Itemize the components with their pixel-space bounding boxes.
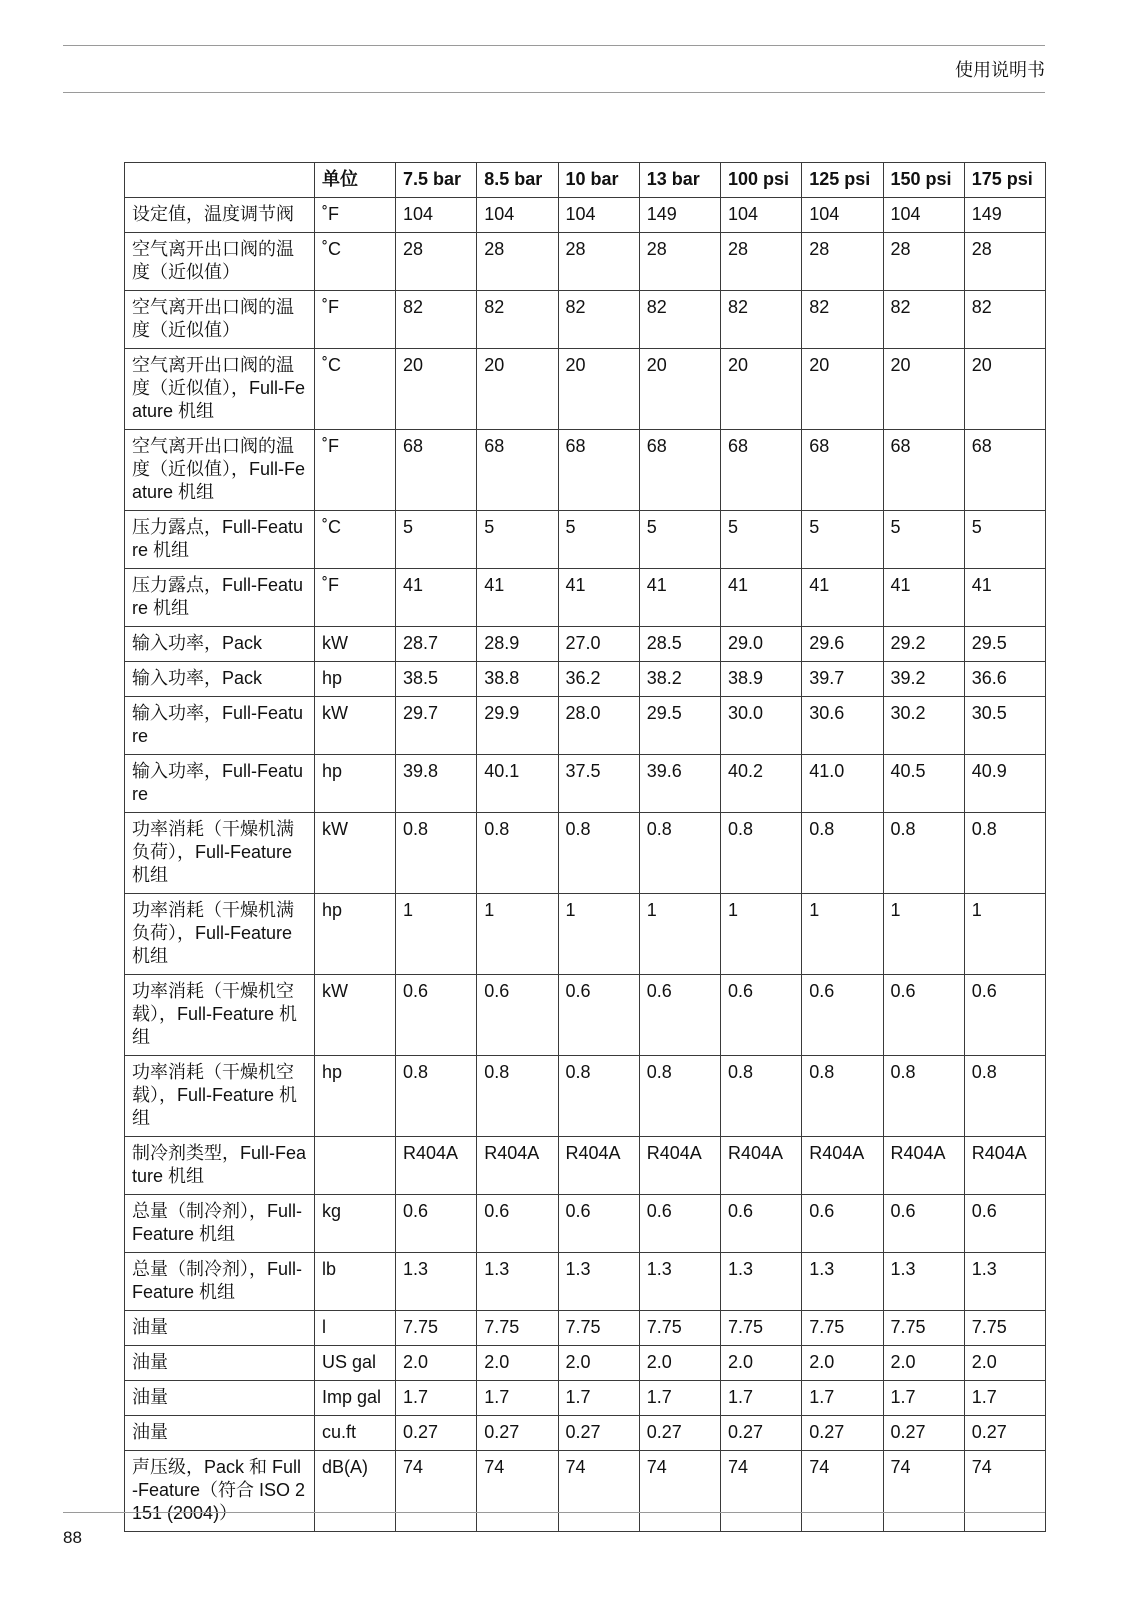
value-cell: 5: [558, 511, 639, 569]
value-cell: 29.5: [964, 627, 1045, 662]
value-cell: 27.0: [558, 627, 639, 662]
value-cell: 40.5: [883, 755, 964, 813]
running-header-title: 使用说明书: [955, 60, 1045, 80]
parameter-cell: 输入功率，Full-Feature: [125, 755, 315, 813]
value-cell: 28.9: [477, 627, 558, 662]
value-cell: 0.8: [639, 1056, 720, 1137]
value-cell: 104: [721, 198, 802, 233]
value-cell: 30.6: [802, 697, 883, 755]
value-cell: 1.3: [639, 1253, 720, 1311]
parameter-cell: 功率消耗（干燥机空载），Full-Feature 机组: [125, 1056, 315, 1137]
value-cell: 38.5: [396, 662, 477, 697]
column-header-pressure: 8.5 bar: [477, 163, 558, 198]
value-cell: 39.6: [639, 755, 720, 813]
unit-cell: ˚C: [315, 511, 396, 569]
value-cell: 28: [477, 233, 558, 291]
value-cell: 1: [802, 894, 883, 975]
value-cell: 68: [396, 430, 477, 511]
value-cell: 1.3: [558, 1253, 639, 1311]
table-row: [125, 1195, 1046, 1253]
value-cell: 74: [639, 1451, 720, 1532]
value-cell: 82: [802, 291, 883, 349]
value-cell: 1: [721, 894, 802, 975]
parameter-cell: 输入功率，Pack: [125, 662, 315, 697]
value-cell: 1.7: [558, 1381, 639, 1416]
value-cell: 0.27: [964, 1416, 1045, 1451]
parameter-cell: 总量（制冷剂），Full-Feature 机组: [125, 1253, 315, 1311]
value-cell: 20: [883, 349, 964, 430]
value-cell: 74: [883, 1451, 964, 1532]
value-cell: 1.7: [721, 1381, 802, 1416]
value-cell: 149: [964, 198, 1045, 233]
column-header-pressure: 100 psi: [721, 163, 802, 198]
value-cell: 0.8: [802, 1056, 883, 1137]
value-cell: 5: [964, 511, 1045, 569]
value-cell: 1.3: [477, 1253, 558, 1311]
value-cell: 0.27: [396, 1416, 477, 1451]
table-row: [125, 198, 1046, 233]
unit-cell: kW: [315, 975, 396, 1056]
footer-rule: [63, 1512, 1045, 1513]
value-cell: 5: [883, 511, 964, 569]
unit-cell: Imp gal: [315, 1381, 396, 1416]
value-cell: 68: [639, 430, 720, 511]
value-cell: 82: [721, 291, 802, 349]
value-cell: 104: [802, 198, 883, 233]
unit-cell: kW: [315, 813, 396, 894]
value-cell: 7.75: [558, 1311, 639, 1346]
value-cell: 41: [802, 569, 883, 627]
parameter-cell: 功率消耗（干燥机满负荷），Full-Feature 机组: [125, 813, 315, 894]
value-cell: 0.6: [883, 1195, 964, 1253]
value-cell: 68: [477, 430, 558, 511]
value-cell: 28.0: [558, 697, 639, 755]
value-cell: 29.7: [396, 697, 477, 755]
parameter-cell: 输入功率，Pack: [125, 627, 315, 662]
value-cell: 74: [964, 1451, 1045, 1532]
parameter-cell: 总量（制冷剂），Full-Feature 机组: [125, 1195, 315, 1253]
table-row: [125, 894, 1046, 975]
value-cell: 1: [477, 894, 558, 975]
value-cell: 0.6: [639, 1195, 720, 1253]
value-cell: 30.0: [721, 697, 802, 755]
table-row: [125, 1346, 1046, 1381]
value-cell: 28: [802, 233, 883, 291]
value-cell: 41: [639, 569, 720, 627]
value-cell: 0.8: [558, 1056, 639, 1137]
unit-cell: hp: [315, 755, 396, 813]
value-cell: 82: [477, 291, 558, 349]
value-cell: 29.9: [477, 697, 558, 755]
value-cell: 104: [558, 198, 639, 233]
value-cell: R404A: [721, 1137, 802, 1195]
value-cell: 41: [883, 569, 964, 627]
table-row: [125, 1137, 1046, 1195]
value-cell: 41.0: [802, 755, 883, 813]
value-cell: R404A: [964, 1137, 1045, 1195]
value-cell: 7.75: [883, 1311, 964, 1346]
value-cell: 41: [721, 569, 802, 627]
table-row: [125, 569, 1046, 627]
column-header-unit: 单位: [315, 163, 396, 198]
value-cell: 68: [883, 430, 964, 511]
value-cell: 0.6: [883, 975, 964, 1056]
value-cell: 0.27: [639, 1416, 720, 1451]
value-cell: 28: [639, 233, 720, 291]
table-row: [125, 627, 1046, 662]
value-cell: 2.0: [639, 1346, 720, 1381]
table-row: [125, 1416, 1046, 1451]
unit-cell: US gal: [315, 1346, 396, 1381]
table-row: [125, 430, 1046, 511]
value-cell: 74: [802, 1451, 883, 1532]
value-cell: 0.27: [558, 1416, 639, 1451]
value-cell: 0.6: [802, 975, 883, 1056]
value-cell: 0.6: [802, 1195, 883, 1253]
parameter-cell: 压力露点，Full-Feature 机组: [125, 569, 315, 627]
value-cell: 30.2: [883, 697, 964, 755]
unit-cell: [315, 1137, 396, 1195]
value-cell: 1.3: [396, 1253, 477, 1311]
value-cell: 1.7: [639, 1381, 720, 1416]
value-cell: 36.6: [964, 662, 1045, 697]
value-cell: 1: [883, 894, 964, 975]
value-cell: 40.2: [721, 755, 802, 813]
table-body: [125, 198, 1046, 1532]
value-cell: 0.8: [558, 813, 639, 894]
value-cell: 0.8: [639, 813, 720, 894]
unit-cell: hp: [315, 662, 396, 697]
parameter-cell: 油量: [125, 1311, 315, 1346]
value-cell: 1: [639, 894, 720, 975]
table-row: [125, 975, 1046, 1056]
unit-cell: ˚F: [315, 569, 396, 627]
value-cell: 1.7: [477, 1381, 558, 1416]
unit-cell: cu.ft: [315, 1416, 396, 1451]
value-cell: 1.3: [964, 1253, 1045, 1311]
value-cell: 104: [477, 198, 558, 233]
value-cell: 1.3: [883, 1253, 964, 1311]
value-cell: 7.75: [721, 1311, 802, 1346]
value-cell: 149: [639, 198, 720, 233]
unit-cell: ˚F: [315, 291, 396, 349]
value-cell: 1.7: [396, 1381, 477, 1416]
value-cell: 41: [477, 569, 558, 627]
unit-cell: kg: [315, 1195, 396, 1253]
value-cell: 39.7: [802, 662, 883, 697]
value-cell: 68: [802, 430, 883, 511]
parameter-cell: 制冷剂类型，Full-Feature 机组: [125, 1137, 315, 1195]
value-cell: 0.6: [558, 1195, 639, 1253]
value-cell: 28: [558, 233, 639, 291]
value-cell: 74: [477, 1451, 558, 1532]
value-cell: 0.8: [883, 1056, 964, 1137]
value-cell: 28.5: [639, 627, 720, 662]
value-cell: 0.6: [396, 975, 477, 1056]
parameter-cell: 空气离开出口阀的温度（近似值）: [125, 291, 315, 349]
value-cell: R404A: [396, 1137, 477, 1195]
value-cell: 0.6: [477, 975, 558, 1056]
value-cell: 20: [721, 349, 802, 430]
value-cell: 0.6: [964, 1195, 1045, 1253]
value-cell: 29.0: [721, 627, 802, 662]
value-cell: 7.75: [396, 1311, 477, 1346]
column-header-pressure: 10 bar: [558, 163, 639, 198]
value-cell: 2.0: [964, 1346, 1045, 1381]
column-header-pressure: 7.5 bar: [396, 163, 477, 198]
value-cell: 82: [558, 291, 639, 349]
value-cell: 20: [802, 349, 883, 430]
value-cell: R404A: [802, 1137, 883, 1195]
page-number: 88: [63, 1528, 82, 1547]
value-cell: 2.0: [558, 1346, 639, 1381]
table-header: [125, 163, 1046, 198]
table-row: [125, 1451, 1046, 1532]
value-cell: 28: [883, 233, 964, 291]
value-cell: 29.2: [883, 627, 964, 662]
value-cell: 0.27: [477, 1416, 558, 1451]
value-cell: 7.75: [639, 1311, 720, 1346]
parameter-cell: 空气离开出口阀的温度（近似值）: [125, 233, 315, 291]
value-cell: 1.7: [802, 1381, 883, 1416]
value-cell: 0.8: [721, 813, 802, 894]
value-cell: 28: [721, 233, 802, 291]
value-cell: 2.0: [802, 1346, 883, 1381]
value-cell: 0.8: [396, 813, 477, 894]
unit-cell: lb: [315, 1253, 396, 1311]
parameter-cell: 输入功率，Full-Feature: [125, 697, 315, 755]
header-row: [125, 163, 1046, 198]
table-row: [125, 662, 1046, 697]
value-cell: 0.27: [721, 1416, 802, 1451]
value-cell: 40.1: [477, 755, 558, 813]
value-cell: 2.0: [396, 1346, 477, 1381]
value-cell: 5: [721, 511, 802, 569]
table-row: [125, 1311, 1046, 1346]
value-cell: 28.7: [396, 627, 477, 662]
parameter-cell: 油量: [125, 1381, 315, 1416]
value-cell: 20: [396, 349, 477, 430]
value-cell: 0.8: [477, 813, 558, 894]
value-cell: 29.5: [639, 697, 720, 755]
unit-cell: ˚F: [315, 198, 396, 233]
value-cell: 0.8: [721, 1056, 802, 1137]
table-row: [125, 1253, 1046, 1311]
header-rule-top: [63, 45, 1045, 46]
value-cell: 0.6: [721, 1195, 802, 1253]
value-cell: 39.8: [396, 755, 477, 813]
value-cell: 82: [639, 291, 720, 349]
value-cell: 0.8: [477, 1056, 558, 1137]
value-cell: 41: [558, 569, 639, 627]
value-cell: 74: [396, 1451, 477, 1532]
value-cell: 68: [964, 430, 1045, 511]
table-row: [125, 755, 1046, 813]
value-cell: 0.8: [396, 1056, 477, 1137]
value-cell: 39.2: [883, 662, 964, 697]
value-cell: 1: [396, 894, 477, 975]
parameter-cell: 设定值，温度调节阀: [125, 198, 315, 233]
value-cell: 41: [396, 569, 477, 627]
value-cell: R404A: [477, 1137, 558, 1195]
value-cell: 1.3: [802, 1253, 883, 1311]
value-cell: 20: [558, 349, 639, 430]
value-cell: 1.7: [883, 1381, 964, 1416]
technical-data-table: [124, 162, 1046, 1532]
parameter-cell: 油量: [125, 1416, 315, 1451]
value-cell: 68: [721, 430, 802, 511]
table-row: [125, 1056, 1046, 1137]
value-cell: 82: [964, 291, 1045, 349]
value-cell: 2.0: [477, 1346, 558, 1381]
value-cell: 68: [558, 430, 639, 511]
header-rule-bottom: [63, 92, 1045, 93]
value-cell: 28: [964, 233, 1045, 291]
column-header-pressure: 150 psi: [883, 163, 964, 198]
value-cell: 38.8: [477, 662, 558, 697]
value-cell: R404A: [883, 1137, 964, 1195]
value-cell: 2.0: [721, 1346, 802, 1381]
unit-cell: hp: [315, 1056, 396, 1137]
value-cell: 0.6: [721, 975, 802, 1056]
value-cell: 0.8: [964, 1056, 1045, 1137]
value-cell: 82: [883, 291, 964, 349]
unit-cell: hp: [315, 894, 396, 975]
table-row: [125, 511, 1046, 569]
value-cell: 29.6: [802, 627, 883, 662]
table-row: [125, 349, 1046, 430]
value-cell: 37.5: [558, 755, 639, 813]
value-cell: 5: [639, 511, 720, 569]
unit-cell: kW: [315, 697, 396, 755]
parameter-cell: 功率消耗（干燥机空载），Full-Feature 机组: [125, 975, 315, 1056]
unit-cell: ˚C: [315, 349, 396, 430]
table-row: [125, 233, 1046, 291]
unit-cell: ˚F: [315, 430, 396, 511]
parameter-cell: 声压级，Pack 和 Full-Feature（符合 ISO 2151 (2004)）: [125, 1451, 315, 1532]
column-header-pressure: 175 psi: [964, 163, 1045, 198]
value-cell: 0.8: [883, 813, 964, 894]
parameter-cell: 功率消耗（干燥机满负荷），Full-Feature 机组: [125, 894, 315, 975]
value-cell: 5: [396, 511, 477, 569]
parameter-cell: 空气离开出口阀的温度（近似值），Full-Feature 机组: [125, 349, 315, 430]
value-cell: 0.6: [396, 1195, 477, 1253]
unit-cell: kW: [315, 627, 396, 662]
value-cell: 0.6: [477, 1195, 558, 1253]
unit-cell: l: [315, 1311, 396, 1346]
table-row: [125, 291, 1046, 349]
value-cell: 40.9: [964, 755, 1045, 813]
value-cell: R404A: [639, 1137, 720, 1195]
value-cell: 28: [396, 233, 477, 291]
table-row: [125, 813, 1046, 894]
value-cell: 1: [558, 894, 639, 975]
value-cell: 0.6: [558, 975, 639, 1056]
value-cell: 0.6: [964, 975, 1045, 1056]
unit-cell: ˚C: [315, 233, 396, 291]
value-cell: 20: [964, 349, 1045, 430]
value-cell: 74: [721, 1451, 802, 1532]
value-cell: 82: [396, 291, 477, 349]
column-header-parameter: [125, 163, 315, 198]
unit-cell: dB(A): [315, 1451, 396, 1532]
value-cell: 0.27: [883, 1416, 964, 1451]
value-cell: 104: [396, 198, 477, 233]
value-cell: 1.3: [721, 1253, 802, 1311]
parameter-cell: 空气离开出口阀的温度（近似值），Full-Feature 机组: [125, 430, 315, 511]
value-cell: 1.7: [964, 1381, 1045, 1416]
column-header-pressure: 13 bar: [639, 163, 720, 198]
value-cell: 5: [802, 511, 883, 569]
column-header-pressure: 125 psi: [802, 163, 883, 198]
value-cell: 20: [477, 349, 558, 430]
value-cell: 2.0: [883, 1346, 964, 1381]
value-cell: 0.8: [802, 813, 883, 894]
table-row: [125, 697, 1046, 755]
value-cell: 0.6: [639, 975, 720, 1056]
value-cell: R404A: [558, 1137, 639, 1195]
value-cell: 104: [883, 198, 964, 233]
value-cell: 38.2: [639, 662, 720, 697]
value-cell: 7.75: [964, 1311, 1045, 1346]
parameter-cell: 油量: [125, 1346, 315, 1381]
value-cell: 1: [964, 894, 1045, 975]
value-cell: 0.8: [964, 813, 1045, 894]
value-cell: 30.5: [964, 697, 1045, 755]
value-cell: 20: [639, 349, 720, 430]
value-cell: 7.75: [477, 1311, 558, 1346]
value-cell: 36.2: [558, 662, 639, 697]
parameter-cell: 压力露点，Full-Feature 机组: [125, 511, 315, 569]
value-cell: 0.27: [802, 1416, 883, 1451]
value-cell: 5: [477, 511, 558, 569]
value-cell: 41: [964, 569, 1045, 627]
value-cell: 38.9: [721, 662, 802, 697]
value-cell: 7.75: [802, 1311, 883, 1346]
table-row: [125, 1381, 1046, 1416]
value-cell: 74: [558, 1451, 639, 1532]
